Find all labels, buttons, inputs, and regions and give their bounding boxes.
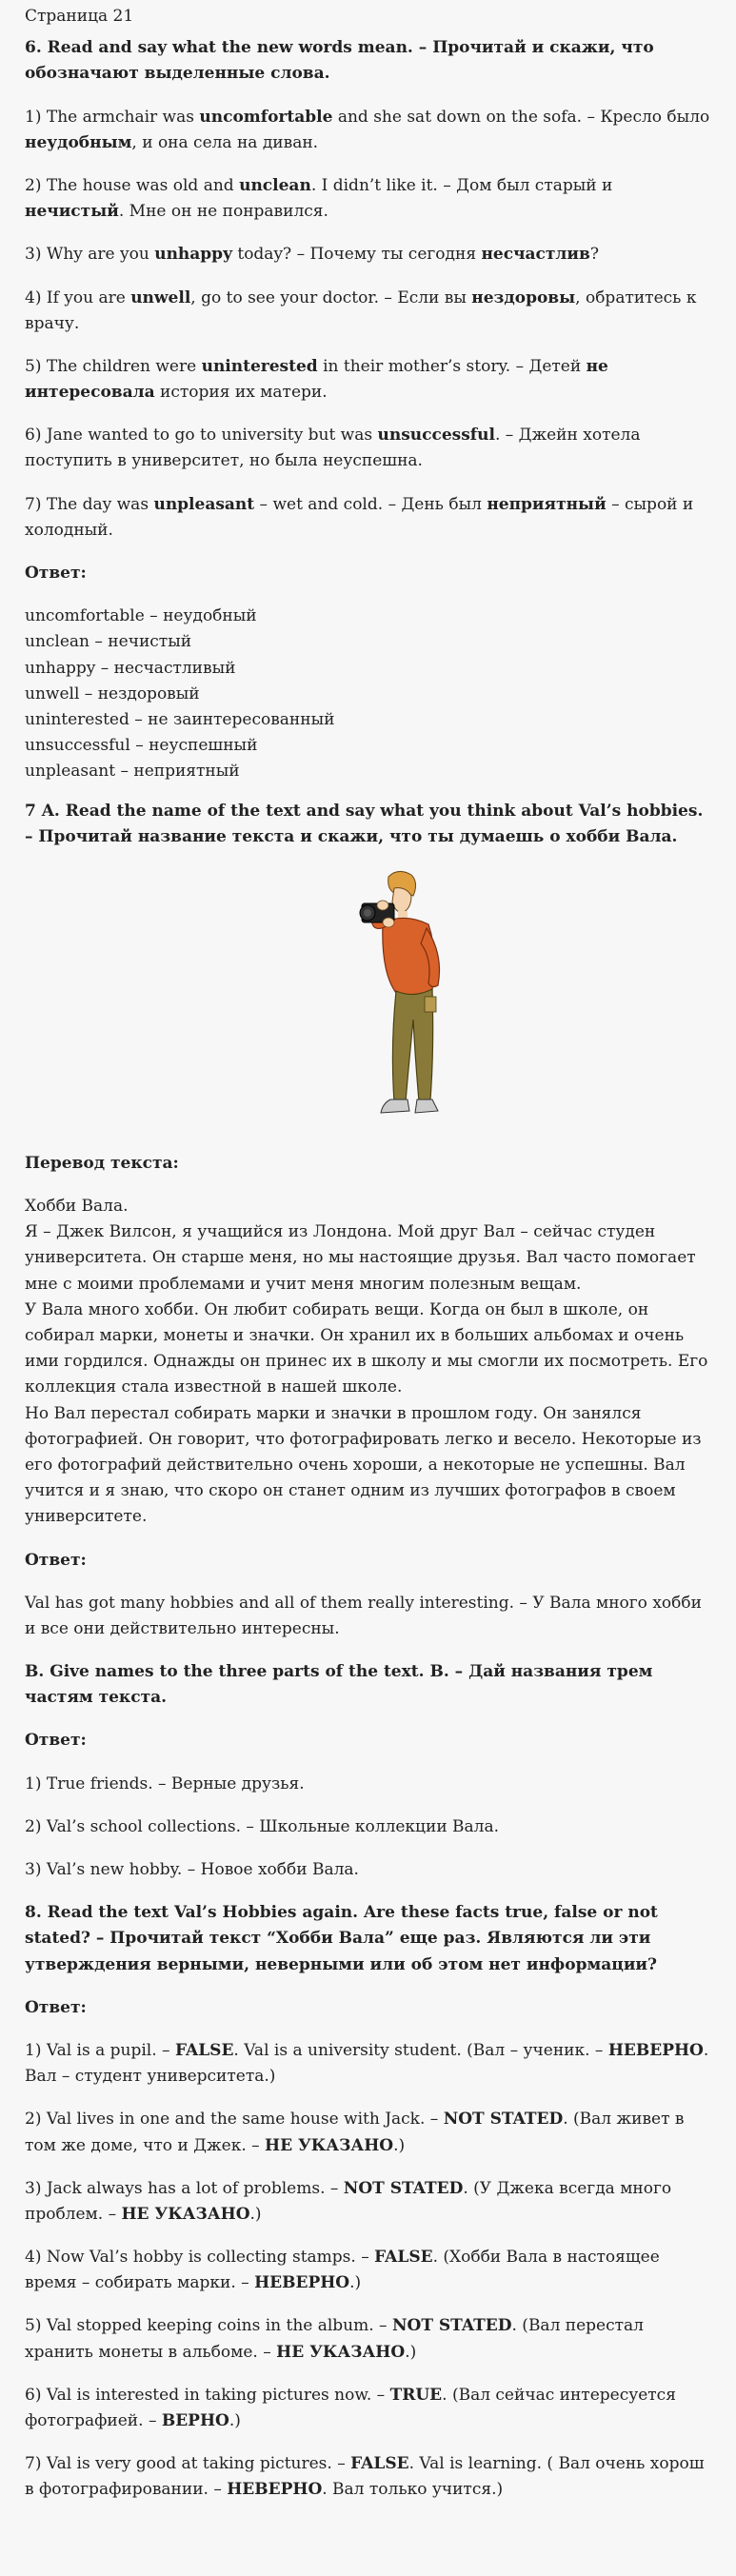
- bold-text: ВЕРНО: [161, 2411, 229, 2430]
- list-item: [25, 2383, 711, 2434]
- bold-text: НЕВЕРНО: [607, 2040, 704, 2060]
- text: 2) Val lives in one and the same house with Jack. –: [25, 2110, 444, 2130]
- translation-text: [25, 1194, 711, 1530]
- list-item: unhappy – несчастливый: [25, 658, 236, 678]
- bold-text: unsuccessful: [377, 426, 495, 446]
- text: , и она села на диван.: [131, 132, 319, 152]
- bold-text: НЕ УКАЗАНО: [265, 2135, 394, 2155]
- list-item: [25, 2451, 711, 2503]
- task-6-answers: [25, 604, 711, 784]
- text: . I didn’t like it. – Дом был старый и: [310, 175, 613, 195]
- text: . (Вал живет в том же доме, что и Джек. –: [25, 2110, 685, 2155]
- text: – сырой и холодный.: [25, 494, 694, 540]
- text: in their mother’s story. – Детей: [317, 356, 587, 376]
- list-item: [25, 2313, 711, 2365]
- text: 7) The day was: [25, 494, 154, 514]
- bold-text: НЕВЕРНО: [227, 2480, 323, 2500]
- text: 5) The children were: [25, 356, 202, 376]
- bold-text: NOT STATED: [343, 2178, 464, 2198]
- page-label: Страница 21: [25, 7, 134, 26]
- list-item: [25, 492, 711, 544]
- list-item: [25, 173, 711, 225]
- text: 6) Val is interested in taking pictures now. –: [25, 2385, 390, 2405]
- task-8-items: [25, 2038, 711, 2504]
- bold-text: НЕ УКАЗАНО: [276, 2342, 406, 2362]
- list-item: [25, 105, 711, 156]
- text: 1) The armchair was: [25, 107, 200, 127]
- translation-label: Перевод текста:: [25, 1153, 179, 1173]
- bold-text: unhappy: [154, 245, 232, 265]
- bold-text: uninterested: [201, 356, 318, 376]
- text: today? – Почему ты сегодня: [231, 245, 482, 265]
- task-7a-answer: Val has got many hobbies and all of them really interesting. – У Вала много хобби и все они действительно интересны.: [25, 1593, 702, 1638]
- text: . Мне он не понравился.: [118, 202, 328, 222]
- list-item: uncomfortable – неудобный: [25, 606, 257, 626]
- list-item: unclean – нечистый: [25, 632, 192, 652]
- text: , go to see your doctor. – Если вы: [190, 287, 472, 307]
- list-item: unsuccessful – неуспешный: [25, 736, 258, 756]
- bold-text: НЕВЕРНО: [254, 2273, 350, 2293]
- task-7b-answer: 3) Val’s new hobby. – Новое хобби Вала.: [25, 1860, 359, 1879]
- text: 4) Now Val’s hobby is collecting stamps. –: [25, 2248, 375, 2268]
- task-8-answer-label: Ответ:: [25, 1997, 87, 2017]
- text: . (Вал перестал хранить монеты в альбоме. –: [25, 2316, 644, 2362]
- text: . (Вал сейчас интересуется фотографией. –: [25, 2385, 676, 2430]
- list-item: [25, 286, 711, 337]
- text: .): [249, 2204, 262, 2224]
- translation-paragraph: Но Вал перестал собирать марки и значки в прошлом году. Он занялся фотографией. Он говорит, что фотографировать легко и весело. Некоторые из его фотографий действительно очень хороши, а некоторые не успешны. Вал учится и я знаю, что скоро он станет одним из лучших фотографов в своем университете.: [25, 1403, 702, 1527]
- text: – wet and cold. – День был: [254, 494, 487, 514]
- task-8-title: 8. Read the text Val’s Hobbies again. Are these facts true, false or not stated? – Прочитай текст “Хобби Вала” еще раз. Являются ли эти утверждения верными, неверными или об этом нет информации?: [25, 1903, 658, 1974]
- text: .): [349, 2273, 362, 2293]
- bold-text: unclean: [239, 175, 311, 195]
- list-item: unwell – нездоровый: [25, 684, 200, 703]
- text: .): [229, 2411, 241, 2430]
- text: .): [405, 2342, 417, 2362]
- bold-text: нечистый: [25, 202, 119, 222]
- list-item: [25, 2107, 711, 2158]
- text: . Val is a university student. (Вал – ученик. –: [233, 2040, 608, 2060]
- text: , обратитесь к врачу.: [25, 287, 697, 333]
- list-item: [25, 423, 711, 474]
- bold-text: uncomfortable: [199, 107, 333, 127]
- task-7b-answer: 2) Val’s school collections. – Школьные коллекции Вала.: [25, 1816, 500, 1836]
- task-7b-answer-label: Ответ:: [25, 1731, 87, 1751]
- task-6-answer-label: Ответ:: [25, 564, 87, 583]
- list-item: [25, 2245, 711, 2296]
- text: 7) Val is very good at taking pictures. –: [25, 2454, 351, 2474]
- bold-text: FALSE: [350, 2454, 409, 2474]
- task-6-items: [25, 105, 711, 544]
- text: 5) Val stopped keeping coins in the album. –: [25, 2316, 392, 2336]
- boy-with-camera-illustration: [339, 867, 463, 1134]
- text: . Val is learning. ( Вал очень хорош в фотографировании. –: [25, 2454, 705, 2500]
- text: 2) The house was old and: [25, 175, 240, 195]
- list-item: unpleasant – неприятный: [25, 762, 240, 782]
- translation-paragraph: Хобби Вала.: [25, 1197, 129, 1217]
- bold-text: unpleasant: [153, 494, 255, 514]
- list-item: [25, 242, 711, 268]
- text: and she sat down on the sofa. – Кресло было: [332, 107, 710, 127]
- text: 3) Why are you: [25, 245, 155, 265]
- translation-paragraph: У Вала много хобби. Он любит собирать вещи. Когда он был в школе, он собирал марки, монеты и значки. Он хранил их в больших альбомах и очень ими гордился. Однажды он принес их в школу и мы смогли их посмотреть. Его коллекция стала известной в нашей школе.: [25, 1299, 708, 1397]
- text: ?: [589, 245, 599, 265]
- bold-text: FALSE: [174, 2040, 234, 2060]
- translation-paragraph: Я – Джек Вилсон, я учащийся из Лондона. Мой друг Вал – сейчас студен университета. Он старше меня, но мы настоящие друзья. Вал часто помогает мне с моими проблемами и учит меня многим полезным вещам.: [25, 1222, 696, 1294]
- task-7a-title: 7 A. Read the name of the text and say what you think about Val’s hobbies. – Прочитай название текста и скажи, что ты думаешь о хобби Вала.: [25, 801, 704, 846]
- text: . (Хобби Вала в настоящее время – собирать марки. –: [25, 2248, 660, 2293]
- text: история их матери.: [154, 383, 328, 403]
- text: . – Джейн хотела поступить в университет, но была неуспешна.: [25, 426, 641, 471]
- list-item: uninterested – не заинтересованный: [25, 709, 335, 729]
- list-item: [25, 2038, 711, 2090]
- bold-text: NOT STATED: [443, 2110, 564, 2130]
- list-item: [25, 354, 711, 406]
- text: 1) Val is a pupil. –: [25, 2040, 175, 2060]
- bold-text: NOT STATED: [391, 2316, 512, 2336]
- bold-text: неприятный: [487, 494, 607, 514]
- text: 3) Jack always has a lot of problems. –: [25, 2178, 344, 2198]
- text: .): [393, 2135, 406, 2155]
- task-7b-answer: 1) True friends. – Верные друзья.: [25, 1773, 305, 1793]
- text: 4) If you are: [25, 287, 131, 307]
- task-6-title: 6. Read and say what the new words mean. – Прочитай и скажи, что обозначают выделенные слова.: [25, 38, 654, 84]
- text: . Вал – студент университета.): [25, 2040, 709, 2087]
- bold-text: нездоровы: [471, 287, 576, 307]
- text: . (У Джека всегда много проблем. –: [25, 2178, 672, 2224]
- bold-text: FALSE: [374, 2248, 433, 2268]
- bold-text: неудобным: [25, 132, 132, 152]
- text: 6) Jane wanted to go to university but was: [25, 426, 378, 446]
- bold-text: unwell: [130, 287, 191, 307]
- bold-text: НЕ УКАЗАНО: [121, 2204, 250, 2224]
- task-7a-answer-label: Ответ:: [25, 1550, 87, 1570]
- bold-text: несчастлив: [481, 245, 590, 265]
- bold-text: не интересовала: [25, 356, 608, 403]
- list-item: [25, 2176, 711, 2228]
- task-7b-title: B. Give names to the three parts of the text. В. – Дай названия трем частям текста.: [25, 1662, 653, 1708]
- text: . Вал только учится.): [322, 2480, 504, 2500]
- bold-text: TRUE: [389, 2385, 443, 2405]
